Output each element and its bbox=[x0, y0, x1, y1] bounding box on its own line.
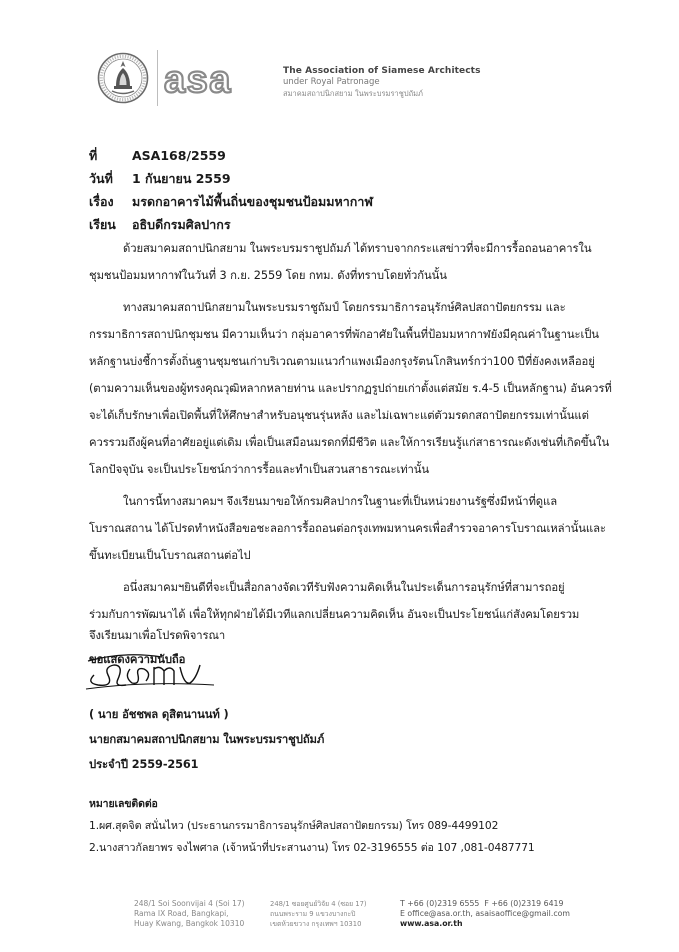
org-patronage-en: under Royal Patronage bbox=[283, 77, 380, 87]
footer-email[interactable]: E office@asa.or.th, asaisaoffice@gmail.com bbox=[400, 909, 570, 918]
body-line: ทางสมาคมสถาปนิกสยามในพระบรมราชูถัมป์ โดยกรรมาธิการอนุรักษ์ศิลปสถาปัตยกรรม และ bbox=[123, 301, 566, 314]
ref-value: ASA168/2559 bbox=[132, 148, 226, 163]
address-line: ถนนพระราม 9 แขวงบางกะปิ bbox=[270, 910, 356, 918]
date-value: 1 กันยายน 2559 bbox=[132, 170, 231, 186]
signatory-term: ประจำปี 2559-2561 bbox=[89, 758, 199, 771]
contact-item: 1.ผศ.สุดจิต สนั่นไหว (ประธานกรรมาธิการอนุรักษ์ศิลปสถาปัตยกรรม) โทร 089-4499102 bbox=[89, 819, 499, 832]
body-line: โบราณสถาน ได้โปรดทำหนังสือขอชะลอการรื้อถอนต่อกรุงเทพมหานครเพื่อสำรวจอาคารโบราณเหล่านั้นและ bbox=[89, 522, 606, 535]
date-row bbox=[89, 167, 373, 190]
body-line: ชุมชนป้อมมหากาฬในวันที่ 3 ก.ย. 2559 โดย กทม. ดังที่ทราบโดยทั่วกันนั้น bbox=[89, 269, 447, 282]
signature bbox=[84, 645, 224, 695]
letter-meta bbox=[89, 144, 373, 236]
footer-fax: F +66 (0)2319 6419 bbox=[484, 899, 564, 908]
signatory-name: ( นาย อัชชพล ดุสิตนานนท์ ) bbox=[89, 708, 229, 721]
header-divider bbox=[157, 50, 158, 106]
contact-item: 2.นางสาวกัลยาพร จงไพศาล (เจ้าหน้าที่ประสานงาน) โทร 02-3196555 ต่อ 107 ,081-0487771 bbox=[89, 841, 535, 854]
address-line: 248/1 ซอยศูนย์วิจัย 4 (ซอย 17) bbox=[270, 900, 367, 908]
body-line: กรรมาธิการสถาปนิกชุมชน มีความเห็นว่า กลุ่มอาคารที่พักอาศัยในพื้นที่ป้อมมหากาฬยังมีคุณค่าในฐานะเป็น bbox=[89, 328, 599, 341]
body-line: อนึ่งสมาคมฯยินดีที่จะเป็นสื่อกลางจัดเวทีรับฟังความคิดเห็นในประเด็นการอนุรักษ์ที่สามารถอยู่ bbox=[123, 581, 565, 594]
closing-text: จึงเรียนมาเพื่อโปรดพิจารณา bbox=[89, 629, 226, 642]
body-line: จะได้เก็บรักษาเพื่อเปิดพื้นที่ให้ศึกษาสำหรับอนุชนรุ่นหลัง และไม่เฉพาะแต่ตัวมรดกสถาปัตยกรรมเท่านั้นแต่ bbox=[89, 409, 589, 422]
date-label: วันที่ bbox=[89, 170, 113, 186]
org-name-en: The Association of Siamese Architects bbox=[283, 66, 481, 76]
footer-website[interactable]: www.asa.or.th bbox=[400, 919, 463, 928]
contacts-heading: หมายเลขติดต่อ bbox=[89, 798, 158, 810]
subject-row bbox=[89, 190, 373, 213]
subject-value: มรดกอาคารไม้พื้นถิ่นของชุมชนป้อมมหากาฬ bbox=[132, 193, 373, 209]
body-line: โลกปัจจุบัน จะเป็นประโยชน์กว่าการรื้อและทำเป็นสวนสาธารณะเท่านั้น bbox=[89, 463, 430, 476]
royal-seal-icon bbox=[97, 52, 149, 104]
regards-text: ขอแสดงความนับถือ bbox=[89, 653, 186, 666]
org-name-th: สมาคมสถาปนิกสยาม ในพระบรมราชูปถัมภ์ bbox=[283, 89, 424, 98]
association-name bbox=[283, 66, 481, 99]
body-line: ขึ้นทะเบียนเป็นโบราณสถานต่อไป bbox=[89, 549, 251, 562]
body-line: หลักฐานบ่งชี้การตั้งถิ่นฐานชุมชนเก่าบริเวณตามแนวกำแพงเมืองกรุงรัตนโกสินทร์กว่า100 ปีที่ยังคงเหลืออยู่ bbox=[89, 355, 595, 368]
to-value: อธิบดีกรมศิลปากร bbox=[132, 216, 231, 232]
footer-contact bbox=[400, 899, 570, 929]
body-line: ด้วยสมาคมสถาปนิกสยาม ในพระบรมราชูปถัมภ์ ได้ทราบจากกระแสข่าวที่จะมีการรื้อถอนอาคารใน bbox=[123, 242, 592, 255]
body-line: ร่วมกับการพัฒนาได้ เพื่อให้ทุกฝ่ายได้มีเวทีแลกเปลี่ยนความคิดเห็น อันจะเป็นประโยชน์แก่สังคมโดยรวม bbox=[89, 608, 580, 621]
body-line: (ตามความเห็นของผู้ทรงคุณวุฒิหลากหลายท่าน และปรากฏรูปถ่ายเก่าตั้งแต่สมัย ร.4-5 เป็นหลักฐาน) อันควรที่ bbox=[89, 382, 612, 395]
ref-row bbox=[89, 144, 373, 167]
body-line: ในการนี้ทางสมาคมฯ จึงเรียนมาขอให้กรมศิลปากรในฐานะที่เป็นหน่วยงานรัฐซึ่งมีหน้าที่ดูแล bbox=[123, 495, 558, 508]
address-line: 248/1 Soi Soonvijai 4 (Soi 17) bbox=[134, 899, 245, 908]
body-line: ควรรวมถึงผู้คนที่อาศัยอยู่แต่เดิม เพื่อเป็นเสมือนมรดกที่มีชีวิต และให้การเรียนรู้แก่สาธารณะดังเช่นที่เกิดขึ้นใน bbox=[89, 436, 610, 449]
signatory-title: นายกสมาคมสถาปนิกสยาม ในพระบรมราชูปถัมภ์ bbox=[89, 733, 325, 746]
subject-label: เรื่อง bbox=[89, 193, 114, 209]
footer-address-th bbox=[270, 899, 367, 929]
asa-logo bbox=[164, 62, 248, 96]
address-line: Huay Kwang, Bangkok 10310 bbox=[134, 919, 245, 928]
address-line: Rama IX Road, Bangkapi, bbox=[134, 909, 229, 918]
to-row bbox=[89, 213, 373, 236]
ref-label: ที่ bbox=[89, 147, 98, 163]
to-label: เรียน bbox=[89, 216, 116, 232]
footer-phone: T +66 (0)2319 6555 bbox=[400, 899, 480, 908]
asa-logo-text: asa bbox=[164, 62, 232, 96]
footer-address-en bbox=[134, 899, 245, 929]
address-line: เขตห้วยขวาง กรุงเทพฯ 10310 bbox=[270, 920, 362, 928]
